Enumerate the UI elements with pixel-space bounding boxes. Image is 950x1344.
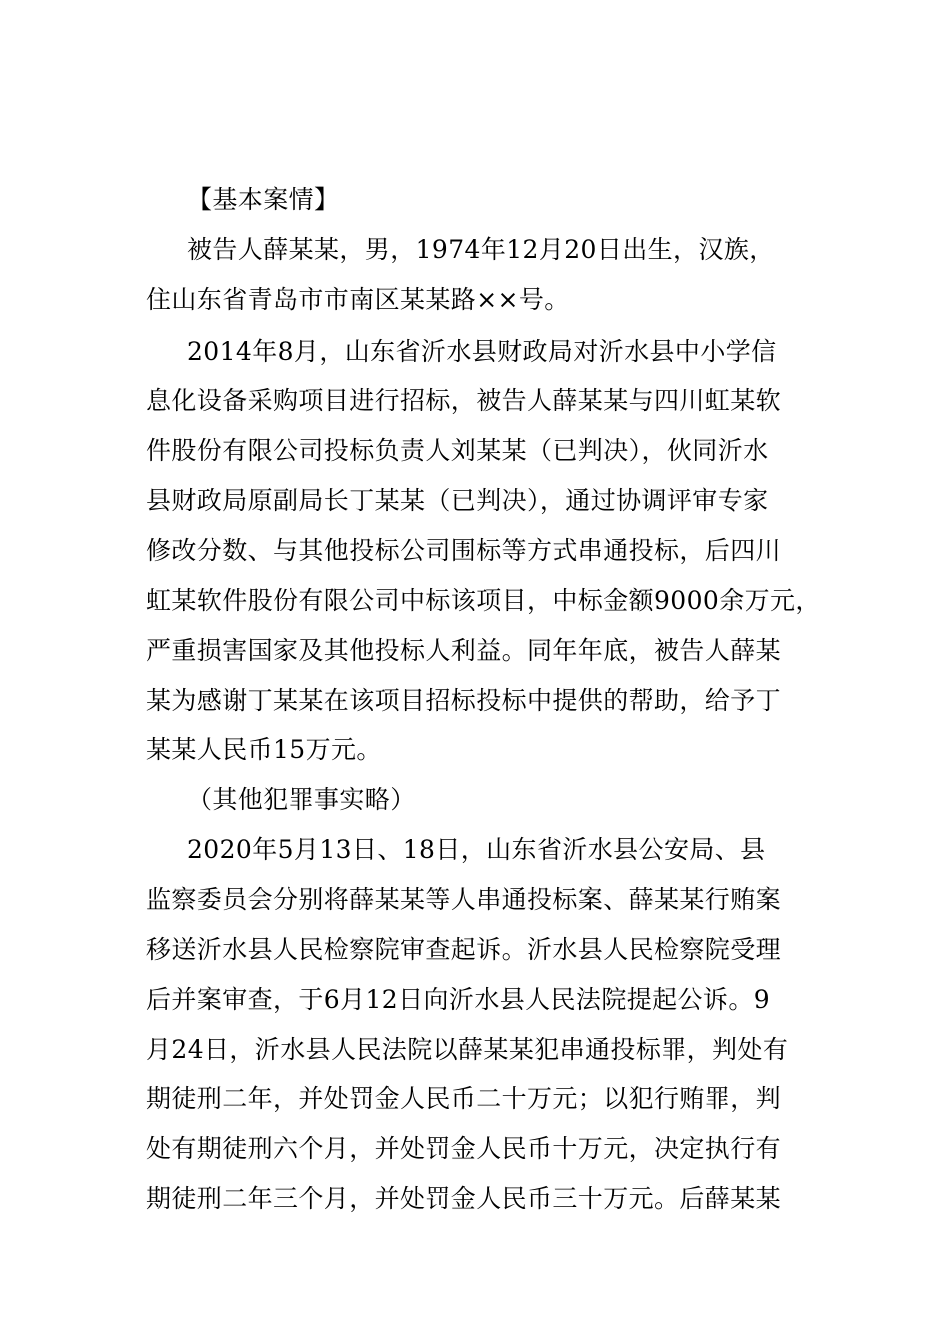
text-line: 某为感谢丁某某在该项目招标投标中提供的帮助，给予丁 xyxy=(146,686,782,715)
text-line: 2020年5月13日、18日，山东省沂水县公安局、县 xyxy=(187,835,766,864)
section-heading: 【基本案情】 xyxy=(187,185,340,214)
text-line: 月24日，沂水县人民法院以薛某某犯串通投标罪，判处有 xyxy=(146,1035,789,1064)
text-line: 息化设备采购项目进行招标，被告人薛某某与四川虹某软 xyxy=(146,386,782,415)
text-line: 某某人民币15万元。 xyxy=(146,735,382,764)
text-line: 2014年8月，山东省沂水县财政局对沂水县中小学信 xyxy=(187,337,777,366)
text-line: 件股份有限公司投标负责人刘某某（已判决），伙同沂水 xyxy=(146,436,769,465)
text-line: 监察委员会分别将薛某某等人串通投标案、薛某某行贿案 xyxy=(146,885,782,914)
text-line: 修改分数、与其他投标公司围标等方式串通投标，后四川 xyxy=(146,536,782,565)
omission-note: （其他犯罪事实略） xyxy=(187,785,416,814)
text-line: 严重损害国家及其他投标人利益。同年年底，被告人薛某 xyxy=(146,636,782,665)
text-line: 被告人薛某某，男，1974年12月20日出生，汉族， xyxy=(187,235,775,264)
text-line: 期徒刑二年三个月，并处罚金人民币三十万元。后薛某某 xyxy=(146,1184,782,1213)
text-line: 期徒刑二年，并处罚金人民币二十万元；以犯行贿罪，判 xyxy=(146,1084,782,1113)
text-line: 移送沂水县人民检察院审查起诉。沂水县人民检察院受理 xyxy=(146,935,782,964)
text-line: 县财政局原副局长丁某某（已判决），通过协调评审专家 xyxy=(146,486,769,515)
text-line: 处有期徒刑六个月，并处罚金人民币十万元，决定执行有 xyxy=(146,1134,782,1163)
text-line: 住山东省青岛市市南区某某路××号。 xyxy=(146,285,570,314)
text-line: 后并案审查，于6月12日向沂水县人民法院提起公诉。9 xyxy=(146,985,771,1014)
text-line: 虹某软件股份有限公司中标该项目，中标金额9000余万元， xyxy=(146,586,821,615)
